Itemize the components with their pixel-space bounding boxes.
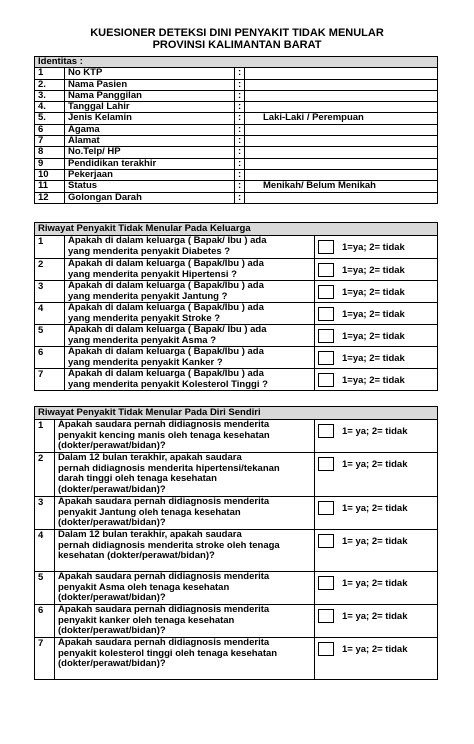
row-number: 9 <box>35 158 65 169</box>
question-text <box>55 530 315 572</box>
identitas-row <box>35 136 438 147</box>
field-separator: : <box>235 181 245 192</box>
answer-cell <box>315 281 438 303</box>
answer-cell <box>315 236 438 259</box>
question-text <box>55 572 315 605</box>
question-line: Apakah saudara pernah didiagnosis menderita <box>58 637 270 648</box>
answer-checkbox[interactable] <box>318 457 334 471</box>
diri-row <box>35 572 438 605</box>
row-number: 2 <box>35 453 55 497</box>
answer-checkbox[interactable] <box>318 285 334 299</box>
answer-checkbox[interactable] <box>318 240 334 254</box>
question-text <box>65 303 315 325</box>
identitas-row <box>35 192 438 203</box>
field-label: Pekerjaan <box>65 169 235 180</box>
field-value[interactable]: Laki-Laki / Perempuan <box>245 113 438 124</box>
question-line: darah tinggi oleh tenaga kesehatan <box>58 473 217 484</box>
field-value[interactable] <box>245 90 438 101</box>
row-number: 6 <box>35 124 65 135</box>
answer-checkbox[interactable] <box>318 351 334 365</box>
question-line: penyakit kolesterol tinggi oleh tenaga kesehatan <box>58 647 278 659</box>
answer-cell <box>315 259 438 281</box>
field-separator: : <box>235 192 245 203</box>
field-separator: : <box>235 136 245 147</box>
question-line: Apakah di dalam keluarga ( Bapak/ Ibu ) ada <box>68 235 267 246</box>
question-line: yang menderita penyakit Stroke ? <box>68 312 221 324</box>
question-text <box>55 497 315 530</box>
identitas-table <box>34 56 438 204</box>
diri-row <box>35 453 438 497</box>
keluarga-header: Riwayat Penyakit Tidak Menular Pada Keluarga <box>35 223 438 236</box>
field-label: No.Telp/ HP <box>65 147 235 158</box>
diri-table <box>34 406 438 680</box>
field-separator: : <box>235 102 245 113</box>
question-line: Apakah saudara pernah didiagnosis menderita <box>58 496 270 507</box>
row-number: 3 <box>35 281 65 303</box>
row-number: 12 <box>35 192 65 203</box>
identitas-row <box>35 90 438 101</box>
field-value[interactable] <box>245 147 438 158</box>
field-value[interactable] <box>245 136 438 147</box>
answer-checkbox[interactable] <box>318 576 334 590</box>
answer-cell <box>315 638 438 680</box>
question-text <box>65 281 315 303</box>
question-line: Apakah di dalam keluarga ( Bapak/Ibu ) ada <box>68 258 264 269</box>
form-subtitle: PROVINSI KALIMANTAN BARAT <box>152 39 322 51</box>
row-number: 7 <box>35 638 55 680</box>
answer-cell <box>315 347 438 369</box>
row-number: 2 <box>35 259 65 281</box>
identitas-row <box>35 147 438 158</box>
answer-options: 1= ya; 2= tidak <box>342 610 408 622</box>
field-separator: : <box>235 158 245 169</box>
answer-options: 1= ya; 2= tidak <box>342 425 408 437</box>
question-text <box>65 259 315 281</box>
field-value[interactable]: Menikah/ Belum Menikah <box>245 181 438 192</box>
answer-options: 1= ya; 2= tidak <box>342 458 408 470</box>
field-label: Nama Pasien <box>65 79 235 90</box>
identitas-row <box>35 68 438 79</box>
diri-row <box>35 497 438 530</box>
answer-options: 1=ya; 2= tidak <box>342 330 405 342</box>
row-number: 4 <box>35 530 55 572</box>
question-line: Apakah di dalam keluarga ( Bapak/Ibu ) ada <box>68 280 264 291</box>
answer-options: 1=ya; 2= tidak <box>342 374 405 386</box>
field-separator: : <box>235 147 245 158</box>
row-number: 6 <box>35 347 65 369</box>
field-separator: : <box>235 68 245 79</box>
question-line: pernah didiagnosis menderita stroke oleh tenaga <box>58 539 280 551</box>
question-line: penyakit kanker oleh tenaga kesehatan <box>58 614 235 626</box>
field-separator: : <box>235 113 245 124</box>
field-separator: : <box>235 79 245 90</box>
question-line: (dokter/perawat/bidan)? <box>58 483 166 495</box>
field-separator: : <box>235 169 245 180</box>
form-title: KUESIONER DETEKSI DINI PENYAKIT TIDAK MENULAR <box>90 27 384 39</box>
row-number: 3. <box>35 90 65 101</box>
question-text <box>55 638 315 680</box>
keluarga-row <box>35 259 438 281</box>
answer-cell <box>315 369 438 391</box>
question-text <box>55 605 315 638</box>
answer-checkbox[interactable] <box>318 609 334 623</box>
answer-checkbox[interactable] <box>318 373 334 387</box>
answer-options: 1=ya; 2= tidak <box>342 286 405 298</box>
row-number: 1 <box>35 236 65 259</box>
answer-options: 1= ya; 2= tidak <box>342 643 408 655</box>
diri-row <box>35 420 438 453</box>
question-line: Apakah di dalam keluarga ( Bapak/Ibu ) ada <box>68 302 264 313</box>
answer-checkbox[interactable] <box>318 263 334 277</box>
answer-checkbox[interactable] <box>318 307 334 321</box>
identitas-row <box>35 158 438 169</box>
keluarga-row <box>35 281 438 303</box>
question-line: yang menderita penyakit Kolesterol Tinggi ? <box>68 378 268 390</box>
row-number: 4 <box>35 303 65 325</box>
row-number: 5 <box>35 572 55 605</box>
question-line: (dokter/perawat/bidan)? <box>58 658 166 669</box>
question-line: Dalam 12 bulan terakhir, apakah saudara <box>58 452 242 463</box>
question-text <box>65 325 315 347</box>
row-number: 5. <box>35 113 65 124</box>
answer-options: 1= ya; 2= tidak <box>342 535 408 547</box>
identitas-row <box>35 102 438 113</box>
field-value[interactable] <box>245 79 438 90</box>
row-number: 4. <box>35 102 65 113</box>
question-text <box>65 369 315 391</box>
identitas-row <box>35 79 438 90</box>
field-label: Nama Panggilan <box>65 90 235 101</box>
field-label: No KTP <box>65 68 235 79</box>
field-label: Pendidikan terakhir <box>65 158 235 169</box>
answer-cell <box>315 530 438 572</box>
answer-cell <box>315 605 438 638</box>
field-value[interactable] <box>245 102 438 113</box>
answer-checkbox[interactable] <box>318 424 334 438</box>
question-line: Apakah saudara pernah didiagnosis menderita <box>58 571 270 582</box>
field-value[interactable] <box>245 124 438 135</box>
field-label: Alamat <box>65 136 235 147</box>
question-line: yang menderita penyakit Asma ? <box>68 334 217 346</box>
row-number: 8 <box>35 147 65 158</box>
row-number: 1 <box>35 420 55 453</box>
question-text <box>65 347 315 369</box>
answer-checkbox[interactable] <box>318 501 334 515</box>
question-line: yang menderita penyakit Hipertensi ? <box>68 268 237 280</box>
diri-row <box>35 638 438 680</box>
question-line: penyakit kencing manis oleh tenaga kesehatan <box>58 429 270 441</box>
question-line: (dokter/perawat/bidan)? <box>58 625 166 636</box>
field-label: Jenis Kelamin <box>65 113 235 124</box>
answer-options: 1=ya; 2= tidak <box>342 264 405 276</box>
field-separator: : <box>235 124 245 135</box>
answer-checkbox[interactable] <box>318 534 334 548</box>
row-number: 7 <box>35 136 65 147</box>
answer-cell <box>315 325 438 347</box>
question-line: Apakah di dalam keluarga ( Bapak/Ibu ) ada <box>68 346 264 357</box>
identitas-header: Identitas : <box>35 57 438 68</box>
field-separator: : <box>235 90 245 101</box>
question-line: Dalam 12 bulan terakhir, apakah saudara <box>58 529 242 540</box>
field-label: Tanggal Lahir <box>65 102 235 113</box>
question-line: pernah didiagnosis menderita hipertensi/tekanan <box>58 462 280 474</box>
field-value[interactable] <box>245 192 438 203</box>
answer-cell <box>315 497 438 530</box>
question-line: Apakah saudara pernah didiagnosis menderita <box>58 419 270 430</box>
answer-checkbox[interactable] <box>318 642 334 656</box>
identitas-row <box>35 181 438 192</box>
answer-cell <box>315 303 438 325</box>
question-line: yang menderita penyakit Diabetes ? <box>68 245 231 257</box>
question-line: penyakit Asma oleh tenaga kesehatan <box>58 581 230 593</box>
keluarga-row <box>35 325 438 347</box>
keluarga-row <box>35 236 438 259</box>
question-line: kesehatan (dokter/perawat/bidan)? <box>58 550 215 561</box>
field-value[interactable] <box>245 158 438 169</box>
question-line: Apakah di dalam keluarga ( Bapak/Ibu ) ada <box>68 368 264 379</box>
question-line: (dokter/perawat/bidan)? <box>58 517 166 528</box>
diri-header: Riwayat Penyakit Tidak Menular Pada Diri Sendiri <box>35 407 438 420</box>
row-number: 1 <box>35 68 65 79</box>
question-line: yang menderita penyakit Jantung ? <box>68 290 228 302</box>
field-value[interactable] <box>245 68 438 79</box>
answer-cell <box>315 572 438 605</box>
row-number: 5 <box>35 325 65 347</box>
question-line: penyakit Jantung oleh tenaga kesehatan <box>58 506 241 518</box>
answer-options: 1=ya; 2= tidak <box>342 241 405 253</box>
answer-options: 1= ya; 2= tidak <box>342 577 408 589</box>
question-line: (dokter/perawat/bidan)? <box>58 592 166 603</box>
question-line: yang menderita penyakit Kanker ? <box>68 356 223 368</box>
identitas-row <box>35 113 438 124</box>
answer-cell <box>315 420 438 453</box>
field-label: Status <box>65 181 235 192</box>
question-line: Apakah di dalam keluarga ( Bapak/ Ibu ) ada <box>68 324 267 335</box>
row-number: 10 <box>35 169 65 180</box>
row-number: 2. <box>35 79 65 90</box>
answer-cell <box>315 453 438 497</box>
row-number: 3 <box>35 497 55 530</box>
answer-checkbox[interactable] <box>318 329 334 343</box>
question-line: Apakah saudara pernah didiagnosis menderita <box>58 604 270 615</box>
diri-row <box>35 605 438 638</box>
question-text <box>55 420 315 453</box>
keluarga-row <box>35 303 438 325</box>
keluarga-table <box>34 222 438 391</box>
question-text <box>65 236 315 259</box>
keluarga-row <box>35 369 438 391</box>
keluarga-row <box>35 347 438 369</box>
identitas-row <box>35 124 438 135</box>
question-line: (dokter/perawat/bidan)? <box>58 440 166 451</box>
row-number: 11 <box>35 181 65 192</box>
field-value[interactable] <box>245 169 438 180</box>
answer-options: 1=ya; 2= tidak <box>342 308 405 320</box>
answer-options: 1=ya; 2= tidak <box>342 352 405 364</box>
field-label: Agama <box>65 124 235 135</box>
row-number: 6 <box>35 605 55 638</box>
question-text <box>55 453 315 497</box>
identitas-row <box>35 169 438 180</box>
diri-row <box>35 530 438 572</box>
answer-options: 1= ya; 2= tidak <box>342 502 408 514</box>
row-number: 7 <box>35 369 65 391</box>
field-label: Golongan Darah <box>65 192 235 203</box>
